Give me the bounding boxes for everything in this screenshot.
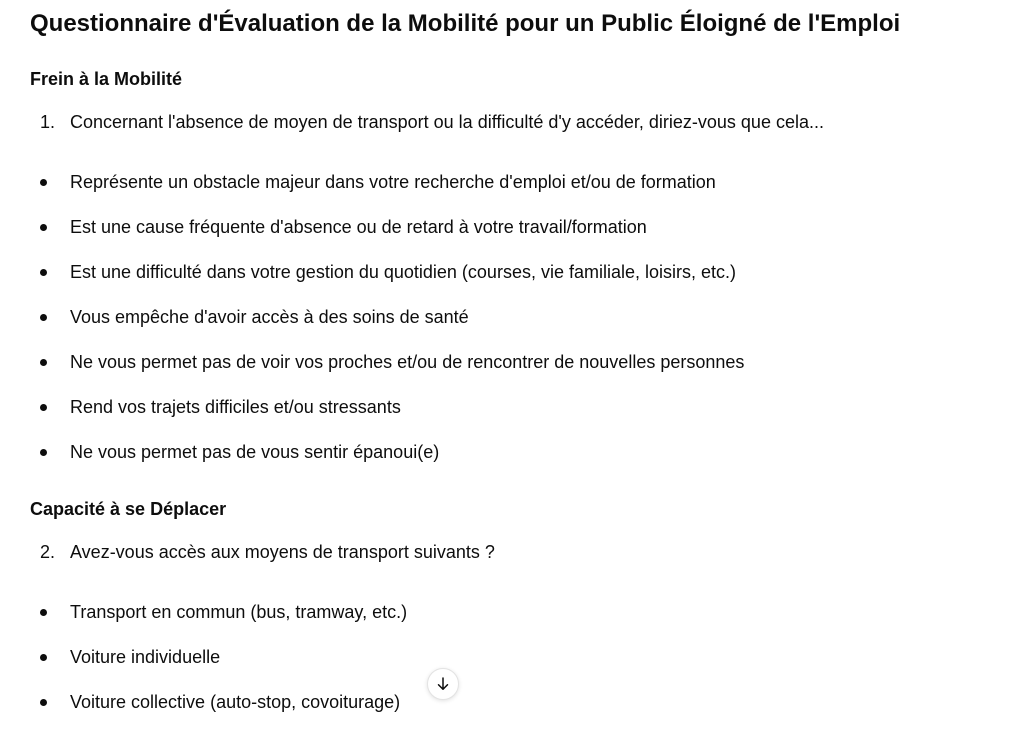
option-text: Représente un obstacle majeur dans votre recherche d'emploi et/ou de formation (70, 172, 716, 192)
bullet-icon (40, 314, 47, 321)
bullet-icon (40, 224, 47, 231)
page-title: Questionnaire d'Évaluation de la Mobilité pour un Public Éloigné de l'Emploi (30, 10, 901, 37)
question-text: Avez-vous accès aux moyens de transport suivants ? (70, 542, 495, 562)
option-text: Est une difficulté dans votre gestion du quotidien (courses, vie familiale, loisirs, etc.) (70, 262, 736, 282)
bullet-icon (40, 654, 47, 661)
scroll-to-bottom-button[interactable] (427, 668, 459, 700)
bullet-icon (40, 699, 47, 706)
arrow-down-icon (434, 675, 452, 693)
option-text: Vous empêche d'avoir accès à des soins de santé (70, 307, 469, 327)
option-text: Est une cause fréquente d'absence ou de retard à votre travail/formation (70, 217, 647, 237)
bullet-icon (40, 269, 47, 276)
option-text: Voiture individuelle (70, 647, 221, 667)
bullet-icon (40, 609, 47, 616)
bullet-icon (40, 404, 47, 411)
bullet-icon (40, 179, 47, 186)
option-text: Rend vos trajets difficiles et/ou stressants (70, 397, 401, 417)
question-number: 1. (40, 112, 56, 132)
option-text: Voiture collective (auto-stop, covoiturage) (70, 692, 401, 712)
bullet-icon (40, 359, 47, 366)
chat-response-content (30, 0, 990, 730)
question-text: Concernant l'absence de moyen de transport ou la difficulté d'y accéder, diriez-vous que cela... (70, 112, 824, 132)
bullet-icon (40, 449, 47, 456)
option-text: Ne vous permet pas de voir vos proches et/ou de rencontrer de nouvelles personnes (70, 352, 745, 372)
option-text: Ne vous permet pas de vous sentir épanoui(e) (70, 442, 440, 462)
section-heading-capacite-deplacer: Capacité à se Déplacer (30, 499, 227, 519)
question-number: 2. (40, 542, 56, 562)
section-heading-frein-mobilite: Frein à la Mobilité (30, 69, 183, 89)
option-text: Transport en commun (bus, tramway, etc.) (70, 602, 408, 622)
